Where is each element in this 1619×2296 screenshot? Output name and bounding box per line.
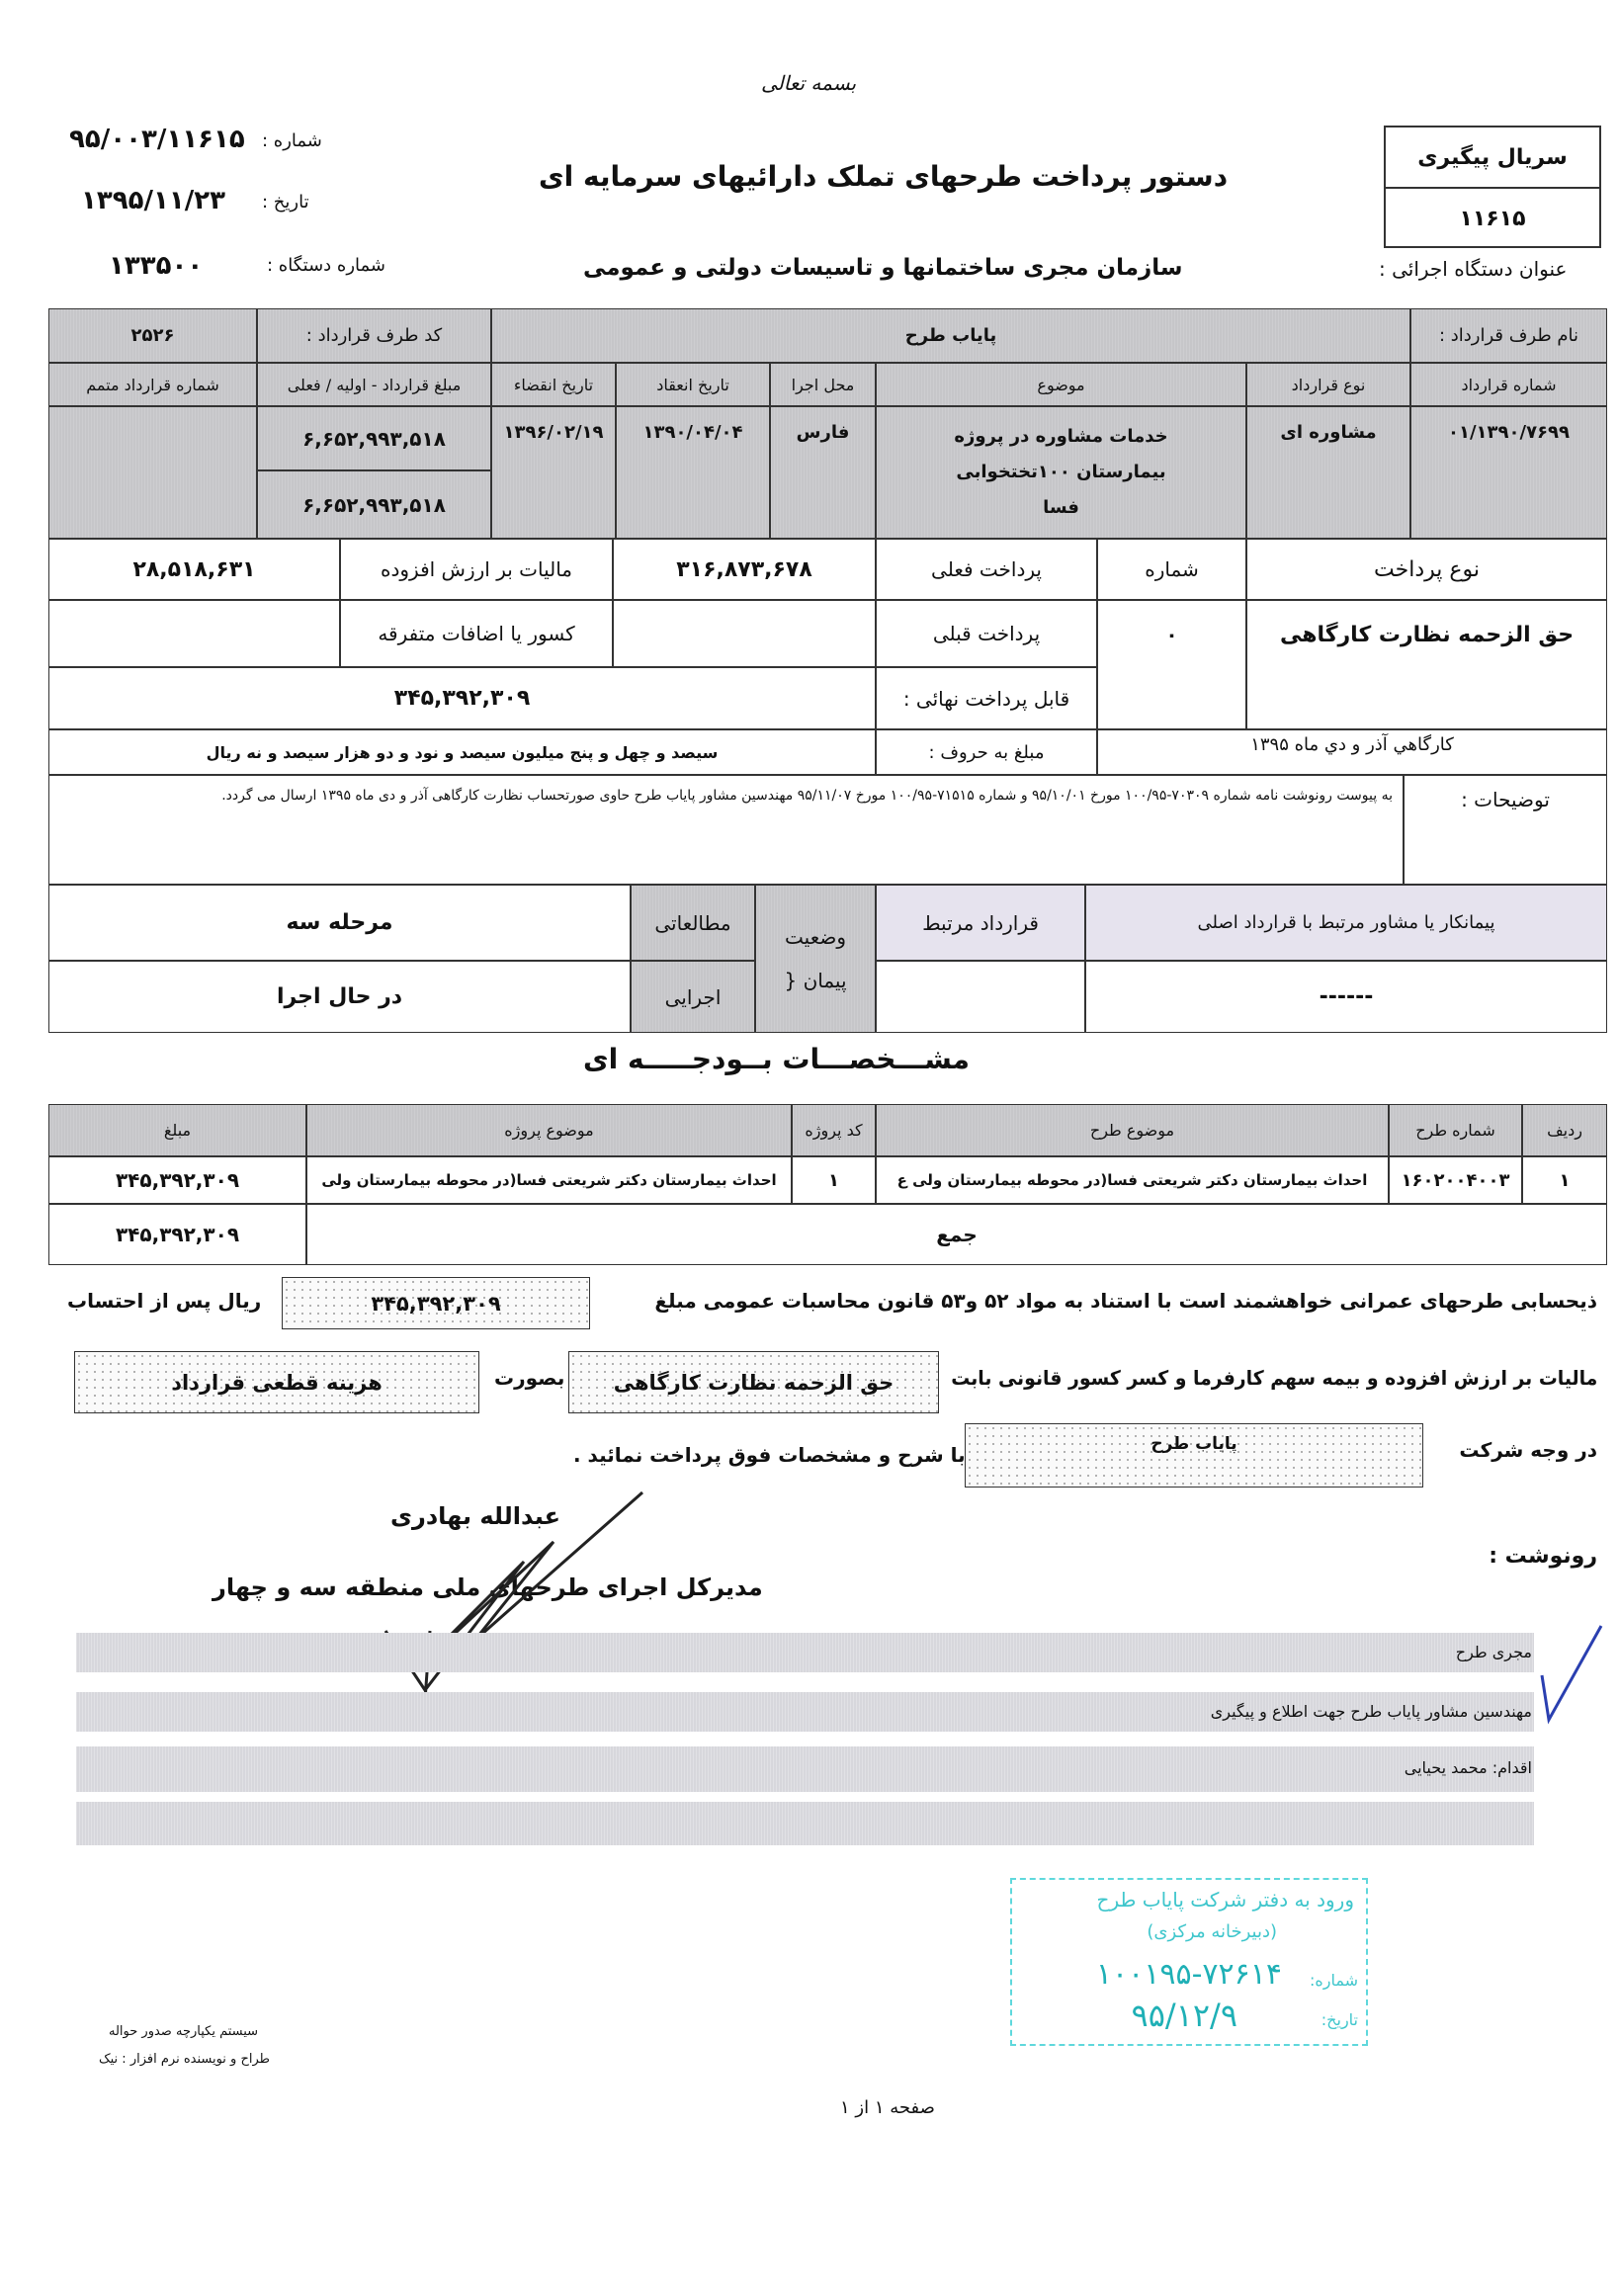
stamp-line2: (دبیرخانه مرکزی) — [1147, 1921, 1277, 1942]
current-payment: ۳۱۶,۸۷۳,۶۷۸ — [613, 539, 876, 600]
device-number: ۱۳۳۵۰۰ — [109, 251, 204, 281]
serial-label: سریال پیگیری — [1386, 128, 1599, 189]
final-payable-label: قابل پرداخت نهائی : — [876, 667, 1097, 729]
status-state: در حال اجرا — [48, 961, 631, 1033]
plan-number: ۱۶۰۲۰۰۴۰۰۳ — [1389, 1156, 1522, 1204]
order-reason: حق الزحمه نظارت کارگاهی — [568, 1351, 939, 1413]
order-line-2a-box — [951, 1366, 1597, 1390]
row-amount: ۳۴۵,۳۹۲,۳۰۹ — [48, 1156, 306, 1204]
header-amount: مبلغ — [48, 1104, 306, 1156]
footer-system: سیستم یکپارچه صدور حواله — [109, 2024, 259, 2039]
amount-words-label: مبلغ به حروف : — [876, 729, 1097, 775]
amount-current: ۶,۶۵۲,۹۹۳,۵۱۸ — [257, 470, 491, 539]
page-number: صفحه ۱ از ۱ — [840, 2097, 935, 2118]
payment-type-label: نوع پرداخت — [1246, 539, 1607, 600]
order-amount: ۳۴۵,۳۹۲,۳۰۹ — [282, 1277, 590, 1329]
signature-scribble-icon — [356, 1483, 672, 1710]
header-plan-subject: موضوع طرح — [876, 1104, 1389, 1156]
previous-payment-label: پرداخت قبلی — [876, 600, 1097, 667]
amount-initial: ۶,۶۵۲,۹۹۳,۵۱۸ — [257, 406, 491, 470]
serial-box — [1384, 126, 1601, 248]
order-text-2a: مالیات بر ارزش افزوده و بیمه سهم کارفرما و کسر کسور قانونی بابت — [950, 1366, 1597, 1390]
header-end-date: تاریخ انقضاء — [491, 363, 616, 406]
header-amount: مبلغ قرارداد - اولیه / فعلی — [257, 363, 491, 406]
related-party: ------ — [1085, 961, 1607, 1033]
contract-location: فارس — [770, 406, 876, 539]
order-text-3a: در وجه شرکت — [1459, 1438, 1597, 1462]
stamp-line1: ورود به دفتر شرکت پایاب طرح — [1096, 1888, 1354, 1912]
signatory-name: عبدالله بهادری — [390, 1502, 560, 1530]
copy-row — [76, 1746, 1534, 1792]
letter-date: ۱۳۹۵/۱۱/۲۳ — [81, 186, 225, 215]
receipt-stamp — [1010, 1878, 1368, 2046]
number-label: شماره : — [262, 130, 322, 151]
previous-payment — [613, 600, 876, 667]
order-text-3b: با شرح و مشخصات فوق پرداخت نمائید . — [573, 1443, 966, 1467]
payment-type: حق الزحمه نظارت کارگاهی — [1246, 600, 1607, 729]
contract-type: مشاوره ای — [1246, 406, 1410, 539]
final-payable: ۳۴۵,۳۹۲,۳۰۹ — [48, 667, 876, 729]
checkmark-icon — [1537, 1621, 1606, 1730]
order-text-1b: ریال پس از احتساب — [67, 1289, 262, 1313]
party-label: نام طرف قرارداد : — [1410, 308, 1607, 363]
row-no: ۱ — [1522, 1156, 1607, 1204]
copy-row — [76, 1802, 1534, 1845]
order-text-1a: ذیحسابی طرحهای عمرانی خواهشمند است با استناد به مواد ۵۲ و۵۳ قانون محاسبات عمومی مبلغ — [654, 1289, 1597, 1313]
header-subject: موضوع — [876, 363, 1246, 406]
org-name: سازمان مجری ساختمانها و تاسیسات دولتی و عمومی — [583, 255, 1183, 281]
header-location: محل اجرا — [770, 363, 876, 406]
payment-period: کارگاهي آذر و دي ماه ۱۳۹۵ — [1097, 729, 1607, 775]
header-contract-type: نوع قرارداد — [1246, 363, 1410, 406]
party-code: ۲۵۲۶ — [48, 308, 257, 363]
stamp-date-label: تاریخ: — [1321, 2010, 1358, 2029]
misc-amount — [48, 600, 340, 667]
order-company: پایاب طرح — [965, 1423, 1423, 1488]
vat-label: مالیات بر ارزش افزوده — [340, 539, 613, 600]
related-party-label: پیمانکار یا مشاور مرتبط با قرارداد اصلی — [1085, 885, 1607, 961]
status-stage: مرحله سه — [48, 885, 631, 961]
payment-number: ۰ — [1097, 600, 1246, 729]
header-supplement-number: شماره قرارداد متمم — [48, 363, 257, 406]
copy-row — [76, 1692, 1534, 1732]
copy-item: مهندسین مشاور پایاب طرح جهت اطلاع و پیگیری — [1210, 1702, 1532, 1721]
misc-label: کسور یا اضافات متفرقه — [340, 600, 613, 667]
header-project-subject: موضوع پروژه — [306, 1104, 792, 1156]
order-line-1a-box — [601, 1289, 1597, 1313]
serial-value: ۱۱۶۱۵ — [1459, 206, 1526, 231]
header-project-code: کد پروژه — [792, 1104, 876, 1156]
supplement-number — [48, 406, 257, 539]
contract-start-date: ۱۳۹۰/۰۴/۰۴ — [616, 406, 770, 539]
related-contract — [876, 961, 1085, 1033]
device-number-label: شماره دستگاه : — [267, 255, 385, 276]
basmala: بسمه تعالی — [761, 71, 857, 95]
contract-subject: خدمات مشاوره در پروژه بیمارستان ۱۰۰تختخوابی فسا — [876, 406, 1246, 539]
order-form: هزینه قطعی قرارداد — [74, 1351, 479, 1413]
total-label: جمع — [306, 1204, 1607, 1265]
copy-item: اقدام: محمد یحیایی — [1404, 1758, 1532, 1777]
footer-author: طراح و نویسنده نرم افزار : نیک — [99, 2052, 270, 2067]
copies-label: رونوشت : — [1489, 1544, 1597, 1569]
stamp-date: ۹۵/۱۲/۹ — [1131, 1997, 1237, 2034]
stamp-number-label: شماره: — [1309, 1971, 1358, 1990]
order-text-2b: بصورت — [494, 1366, 565, 1390]
plan-subject: احداث بیمارستان دکتر شریعتی فسا(در محوطه بیمارستان ولی ع — [876, 1156, 1389, 1204]
stamp-number: ۱۰۰۱۹۵-۷۲۶۱۴ — [1095, 1957, 1282, 1992]
party-name: پایاب طرح — [491, 308, 1410, 363]
org-label: عنوان دستگاه اجرائی : — [1379, 257, 1568, 281]
status-study: مطالعاتی — [631, 885, 755, 961]
contract-number: ۰۱/۱۳۹۰/۷۶۹۹ — [1410, 406, 1607, 539]
vat-amount: ۲۸,۵۱۸,۶۳۱ — [48, 539, 340, 600]
date-label: تاریخ : — [262, 192, 309, 213]
letter-number: ۹۵/۰۰۳/۱۱۶۱۵ — [69, 125, 245, 154]
payment-number-label: شماره — [1097, 539, 1246, 600]
notes-text: به پیوست رونوشت نامه شماره ۷۰۳۰۹-۱۰۰/۹۵ مورخ ۹۵/۱۰/۰۱ و شماره ۷۱۵۱۵-۱۰۰/۹۵ مورخ ۹۵/۱۱/۰۷ مهندسین مشاور پایاب طرح حاوی صورتحساب نظارت کارگاهی آذر و دی ماه ۱۳۹۵ ارسال می گردد. — [48, 775, 1404, 885]
contract-status-label: وضعیت پیمان { — [755, 885, 876, 1033]
header-plan-number: شماره طرح — [1389, 1104, 1522, 1156]
copy-item: مجری طرح — [1455, 1643, 1532, 1661]
signatory-title: مدیرکل اجرای طرحهای ملی منطقه سه و چهار — [213, 1573, 763, 1601]
header-start-date: تاریخ انعقاد — [616, 363, 770, 406]
copy-row — [76, 1633, 1534, 1672]
related-contract-label: قرارداد مرتبط — [876, 885, 1085, 961]
party-code-label: کد طرف قرارداد : — [257, 308, 491, 363]
document-title: دستور پرداخت طرحهای تملک دارائیهای سرمایه ای — [539, 160, 1229, 193]
project-code: ۱ — [792, 1156, 876, 1204]
amount-words: سیصد و چهل و پنج میلیون سیصد و نود و دو هزار سیصد و نه ریال — [48, 729, 876, 775]
current-payment-label: پرداخت فعلی — [876, 539, 1097, 600]
status-execution: اجرایی — [631, 961, 755, 1033]
project-subject: احداث بیمارستان دکتر شریعتی فسا(در محوطه بیمارستان ولی — [306, 1156, 792, 1204]
contract-end-date: ۱۳۹۶/۰۲/۱۹ — [491, 406, 616, 539]
notes-label: توضیحات : — [1404, 775, 1607, 885]
header-contract-number: شماره قرارداد — [1410, 363, 1607, 406]
header-row-no: ردیف — [1522, 1104, 1607, 1156]
total-amount: ۳۴۵,۳۹۲,۳۰۹ — [48, 1204, 306, 1265]
budget-title: مشـــخصـــات بــودجـــــه ای — [583, 1043, 971, 1075]
